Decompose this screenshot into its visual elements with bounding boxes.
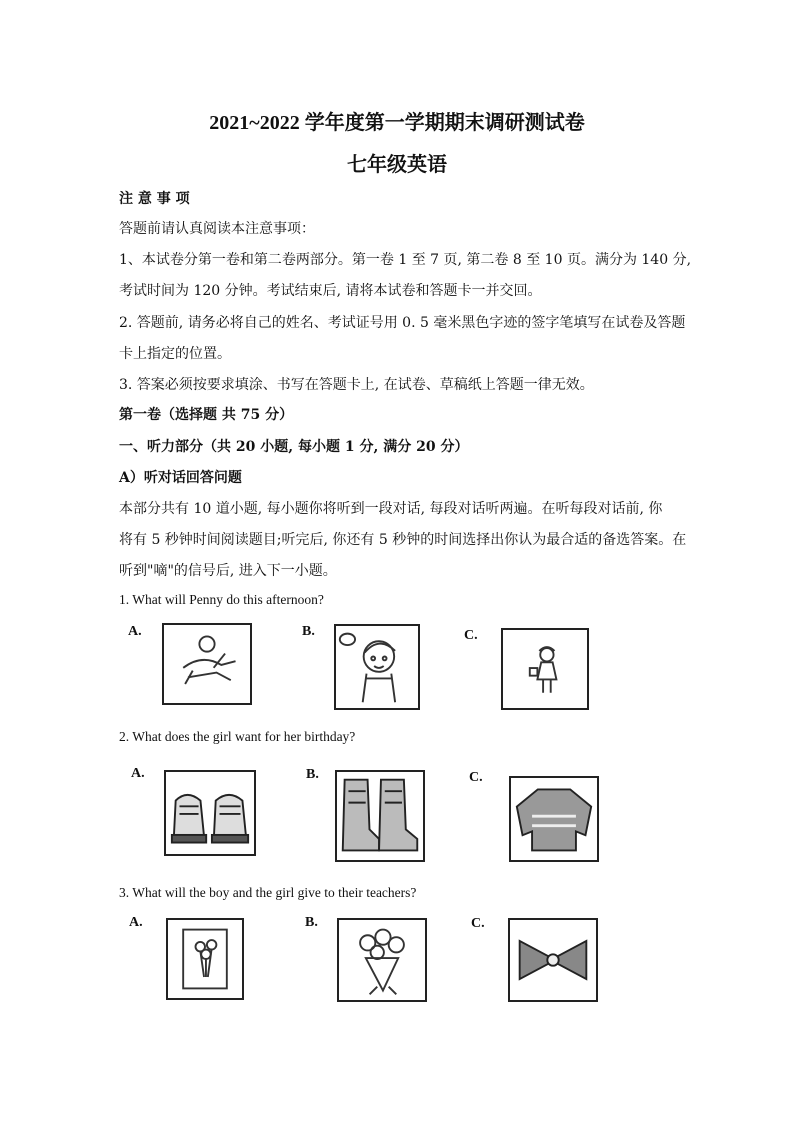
bow-tie-icon[interactable]	[508, 918, 598, 1002]
q2-option-b-label: B.	[306, 767, 319, 782]
notice-intro: 答题前请认真阅读本注意事项：	[119, 221, 315, 237]
instructions-line-3: 听到"嘀"的信号后, 进入下一小题。	[119, 563, 337, 579]
notice-item-1b: 考试时间为 120 分钟。考试结束后, 请将本试卷和答题卡一并交回。	[119, 283, 542, 299]
flower-card-icon[interactable]	[166, 918, 244, 1000]
exam-subtitle: 七年级英语	[347, 154, 447, 176]
section-a-heading: A）听对话回答问题	[119, 470, 242, 486]
person-swimming-icon[interactable]	[162, 623, 252, 705]
instructions-line-2: 将有 5 秒钟时间阅读题目;听完后, 你还有 5 秒钟的时间选择出你认为最合适的备选答案。在	[119, 532, 687, 548]
sweater-icon[interactable]	[509, 776, 599, 862]
question-3: 3. What will the boy and the girl give to their teachers?	[119, 885, 417, 900]
q3-option-b-label: B.	[305, 915, 318, 930]
q1-option-b-label: B.	[302, 624, 315, 639]
notice-item-1a: 1、本试卷分第一卷和第二卷两部分。第一卷 1 至 7 页, 第二卷 8 至 10 页。满分为 140 分,	[119, 252, 692, 268]
part-one-heading: 第一卷（选择题 共 75 分）	[119, 407, 294, 423]
listening-heading: 一、听力部分（共 20 小题, 每小题 1 分, 满分 20 分）	[119, 439, 469, 455]
bouquet-icon[interactable]	[337, 918, 427, 1002]
question-1: 1. What will Penny do this afternoon?	[119, 592, 324, 607]
question-2: 2. What does the girl want for her birthday?	[119, 729, 356, 744]
instructions-line-1: 本部分共有 10 道小题, 每小题你将听到一段对话, 每段对话听两遍。在听每段对话前, 你	[119, 501, 663, 517]
q1-option-a-label: A.	[128, 624, 142, 639]
q1-option-c-label: C.	[464, 628, 478, 643]
notice-item-2b: 卡上指定的位置。	[119, 346, 231, 362]
q2-option-a-label: A.	[131, 766, 145, 781]
girl-with-bag-icon[interactable]	[501, 628, 589, 710]
exam-title: 2021~2022 学年度第一学期期末调研测试卷	[209, 112, 585, 134]
notice-item-3: 3. 答案必须按要求填涂、书写在答题卡上, 在试卷、草稿纸上答题一律无效。	[119, 377, 594, 393]
boots-icon[interactable]	[335, 770, 425, 862]
notice-heading: 注 意 事 项	[119, 191, 190, 207]
notice-item-2a: 2. 答题前, 请务必将自己的姓名、考试证号用 0. 5 毫米黑色字迹的签字笔填写在试卷及答题	[119, 315, 686, 331]
q3-option-a-label: A.	[129, 915, 143, 930]
person-with-balloon-icon[interactable]	[334, 624, 420, 710]
sneakers-icon[interactable]	[164, 770, 256, 856]
q3-option-c-label: C.	[471, 916, 485, 931]
q2-option-c-label: C.	[469, 770, 483, 785]
